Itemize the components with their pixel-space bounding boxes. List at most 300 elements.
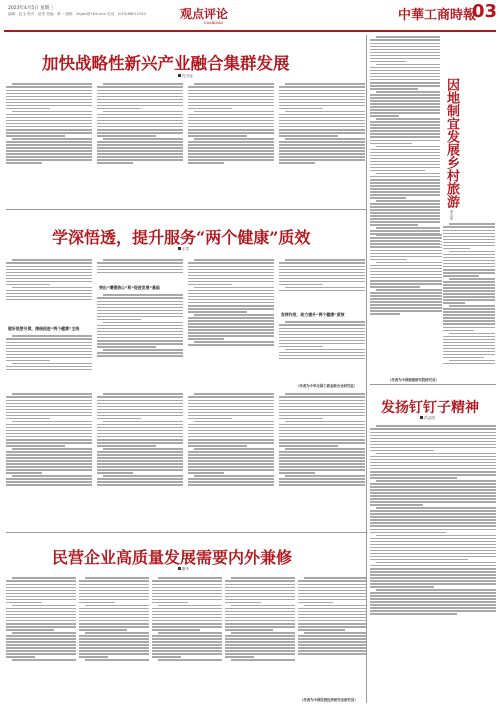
text-line <box>97 126 183 128</box>
text-line <box>225 653 295 655</box>
text-line <box>79 623 149 625</box>
text-line <box>370 133 440 135</box>
text-line <box>97 325 183 327</box>
article-body-column <box>370 424 496 704</box>
text-line <box>79 650 149 652</box>
text-line <box>188 445 247 447</box>
text-line <box>443 327 495 329</box>
text-line <box>370 97 440 99</box>
text-line <box>370 155 440 157</box>
text-line <box>97 147 183 149</box>
text-line <box>298 647 366 649</box>
text-line <box>443 226 495 228</box>
text-line <box>6 102 92 104</box>
editor-info: 编辑：赵玉 校对：赵青 美编：黄一 邮箱：zhgsb@163.com 电话：(010)88011234 <box>8 12 146 16</box>
text-line <box>97 266 183 268</box>
text-line <box>443 242 495 244</box>
text-line <box>376 262 442 264</box>
text-line <box>279 343 365 345</box>
text-line <box>79 590 149 592</box>
text-line <box>6 445 65 447</box>
text-line <box>285 448 365 450</box>
text-line <box>188 335 274 337</box>
text-line <box>370 474 496 476</box>
text-line <box>6 439 92 441</box>
text-line <box>285 475 365 477</box>
text-line <box>188 326 274 328</box>
article-body-column <box>279 392 365 530</box>
text-line <box>225 644 295 646</box>
text-line <box>370 495 496 497</box>
text-line <box>6 635 76 637</box>
text-line <box>188 469 274 471</box>
text-line <box>97 334 183 336</box>
text-line <box>97 433 183 435</box>
text-line <box>370 136 440 138</box>
text-line <box>188 308 274 310</box>
text-line <box>6 108 50 110</box>
text-line <box>85 577 149 579</box>
text-line <box>376 425 496 427</box>
text-line <box>6 436 92 438</box>
byline-marker-icon <box>178 567 181 570</box>
text-line <box>188 463 274 465</box>
text-line <box>443 284 495 286</box>
text-line <box>370 304 442 306</box>
text-line <box>370 428 496 430</box>
text-line <box>298 593 366 595</box>
text-line <box>225 614 295 616</box>
text-line <box>6 266 92 268</box>
text-line <box>97 297 183 299</box>
text-line <box>279 162 315 164</box>
text-line <box>370 538 496 540</box>
text-line <box>6 141 92 143</box>
text-line <box>188 460 274 462</box>
text-line <box>298 653 366 655</box>
text-line <box>370 595 496 597</box>
article-headline-nail-spirit: 发扬钉钉子精神 <box>381 400 479 416</box>
text-line <box>103 349 183 351</box>
text-line <box>6 412 92 414</box>
text-line <box>279 135 338 137</box>
article-byline-rural-tourism: 李文华 <box>449 210 453 221</box>
text-line <box>443 287 495 289</box>
text-line <box>443 236 495 238</box>
text-line <box>79 608 149 610</box>
text-line <box>194 259 274 261</box>
text-line <box>97 451 183 453</box>
text-line <box>370 176 440 178</box>
text-line <box>370 462 496 464</box>
text-line <box>79 584 149 586</box>
text-line <box>152 656 181 658</box>
text-line <box>6 457 92 459</box>
text-line <box>370 274 442 276</box>
text-line <box>370 525 496 527</box>
text-line <box>370 574 496 576</box>
text-line <box>443 348 495 350</box>
text-line <box>6 611 76 613</box>
text-line <box>376 453 496 455</box>
text-line <box>97 430 183 432</box>
text-line <box>97 150 183 152</box>
text-line <box>6 269 92 271</box>
text-line <box>376 562 496 564</box>
text-line <box>443 260 495 262</box>
text-line <box>279 355 365 357</box>
text-line <box>370 244 442 246</box>
text-line <box>370 468 496 470</box>
text-line <box>6 442 92 444</box>
article-body-column <box>6 82 92 206</box>
text-line <box>225 608 295 610</box>
text-line <box>6 430 92 432</box>
text-line <box>6 478 92 480</box>
text-line <box>6 463 92 465</box>
text-line <box>279 427 365 429</box>
text-line <box>6 150 92 152</box>
text-line <box>6 400 92 402</box>
text-line <box>6 403 92 405</box>
column-divider <box>366 35 367 703</box>
text-line <box>103 421 183 423</box>
text-line <box>279 114 365 116</box>
text-line <box>97 340 183 342</box>
text-line <box>370 601 496 603</box>
text-line <box>370 607 496 609</box>
text-line <box>188 454 274 456</box>
article-byline-private-enterprise <box>178 567 189 572</box>
text-line <box>370 194 440 196</box>
text-line <box>279 281 365 283</box>
article-body-column <box>188 82 274 206</box>
text-line <box>225 626 295 628</box>
text-line <box>370 49 440 51</box>
text-line <box>279 126 365 128</box>
text-line <box>6 153 92 155</box>
text-line <box>370 477 457 479</box>
text-line <box>370 218 440 220</box>
text-line <box>188 329 274 331</box>
text-line <box>443 266 495 268</box>
text-line <box>97 86 183 88</box>
text-line <box>152 650 222 652</box>
text-line <box>370 100 440 102</box>
text-line <box>194 83 274 85</box>
text-line <box>97 463 183 465</box>
text-line <box>443 272 495 274</box>
text-line <box>370 250 442 252</box>
text-line <box>79 587 149 589</box>
text-line <box>6 354 92 356</box>
text-line <box>370 167 440 169</box>
text-line <box>79 638 149 640</box>
text-line <box>97 415 183 417</box>
text-line <box>370 550 496 552</box>
article-body-column <box>225 576 295 704</box>
text-line <box>370 67 440 69</box>
text-line <box>152 590 222 592</box>
text-line <box>12 138 92 140</box>
text-line <box>97 396 183 398</box>
text-line <box>188 344 274 346</box>
text-line <box>370 286 420 288</box>
text-line <box>370 277 442 279</box>
text-line <box>6 427 92 429</box>
text-line <box>443 275 479 277</box>
byline-marker-icon <box>178 247 181 250</box>
text-line <box>298 602 333 604</box>
text-line <box>443 320 495 322</box>
text-line <box>97 301 183 303</box>
text-line <box>79 617 149 619</box>
text-line <box>370 519 496 521</box>
text-line <box>194 287 274 289</box>
text-line <box>12 335 92 337</box>
text-line <box>370 459 496 461</box>
text-line <box>79 656 108 658</box>
article-body-column <box>79 576 149 704</box>
text-line <box>370 465 496 467</box>
text-line <box>370 55 440 57</box>
text-line <box>6 587 76 589</box>
text-line <box>370 571 496 573</box>
text-line <box>370 170 425 172</box>
text-line <box>79 596 149 598</box>
text-line <box>279 284 323 286</box>
article-byline-industry <box>178 74 193 79</box>
text-line <box>97 436 183 438</box>
text-line <box>6 469 92 471</box>
text-line <box>6 162 42 164</box>
text-line <box>279 278 365 280</box>
text-line <box>443 248 470 250</box>
text-line <box>225 611 295 613</box>
text-line <box>152 599 222 601</box>
text-line <box>279 93 365 95</box>
text-line <box>279 433 365 435</box>
text-line <box>188 126 274 128</box>
text-line <box>97 159 183 161</box>
text-line <box>152 617 222 619</box>
text-line <box>370 247 442 249</box>
text-line <box>279 262 365 264</box>
text-line <box>97 132 183 134</box>
text-line <box>6 602 42 604</box>
text-line <box>279 469 365 471</box>
text-line <box>97 93 183 95</box>
text-line <box>370 450 434 452</box>
text-line <box>97 304 183 306</box>
text-line <box>370 610 496 612</box>
text-line <box>6 99 92 101</box>
text-line <box>279 406 365 408</box>
text-line <box>152 587 222 589</box>
text-line <box>370 61 406 63</box>
text-line <box>97 400 183 402</box>
text-line <box>376 118 440 120</box>
text-line <box>6 290 92 292</box>
text-line <box>370 158 440 160</box>
text-line <box>279 484 365 486</box>
text-line <box>370 253 442 255</box>
text-line <box>279 153 365 155</box>
text-line <box>6 629 54 631</box>
text-line <box>376 289 442 291</box>
text-line <box>152 644 222 646</box>
text-line <box>79 653 149 655</box>
text-line <box>370 310 442 312</box>
text-line <box>285 349 365 351</box>
text-line <box>6 647 76 649</box>
text-line <box>231 605 295 607</box>
text-line <box>6 409 92 411</box>
text-line <box>279 346 323 348</box>
text-line <box>12 111 92 113</box>
text-line <box>370 456 496 458</box>
text-line <box>188 320 274 322</box>
text-line <box>97 343 183 345</box>
text-line <box>279 337 365 339</box>
text-line <box>188 90 274 92</box>
text-line <box>279 99 365 101</box>
text-line <box>188 117 274 119</box>
text-line <box>225 641 295 643</box>
text-line <box>279 466 365 468</box>
text-line <box>79 629 127 631</box>
text-line <box>449 278 495 280</box>
text-line <box>6 466 92 468</box>
text-line <box>97 90 183 92</box>
text-line <box>370 301 442 303</box>
text-line <box>376 535 496 537</box>
text-line <box>79 644 149 646</box>
text-line <box>370 541 496 543</box>
text-line <box>6 147 92 149</box>
text-line <box>6 656 35 658</box>
text-line <box>97 442 183 444</box>
article-body-column <box>298 576 366 694</box>
text-line <box>97 469 183 471</box>
text-line <box>6 299 92 301</box>
text-line <box>279 463 365 465</box>
text-line <box>6 144 92 146</box>
text-line <box>97 105 183 107</box>
text-line <box>443 308 495 310</box>
text-line <box>370 486 496 488</box>
text-line <box>370 191 440 193</box>
text-line <box>370 577 496 579</box>
text-line <box>370 203 440 205</box>
text-line <box>298 638 366 640</box>
article-body-column <box>6 258 92 322</box>
text-line <box>279 129 365 131</box>
text-line <box>152 608 222 610</box>
text-line <box>188 317 274 319</box>
text-line <box>97 406 183 408</box>
text-line <box>188 144 274 146</box>
text-line <box>370 39 440 41</box>
text-line <box>443 254 495 256</box>
text-line <box>188 439 274 441</box>
issue-date: 2023年4月5日 星期三 <box>8 6 54 11</box>
text-line <box>6 96 92 98</box>
article-body-column <box>188 392 274 530</box>
text-line <box>370 556 496 558</box>
text-line <box>376 480 496 482</box>
text-line <box>370 298 442 300</box>
text-line <box>225 638 295 640</box>
article-body-column <box>97 82 183 206</box>
text-line <box>370 447 496 449</box>
article-headline-industry: 加快战略性新兴产业融合集群发展 <box>42 54 290 73</box>
text-line <box>6 123 92 125</box>
text-line <box>279 424 365 426</box>
text-line <box>6 451 92 453</box>
text-line <box>152 580 222 582</box>
text-line <box>97 262 183 264</box>
text-line <box>370 583 496 585</box>
text-line <box>97 319 141 321</box>
text-line <box>79 602 115 604</box>
text-line <box>79 626 149 628</box>
text-line <box>103 393 183 395</box>
text-line <box>188 433 274 435</box>
text-line <box>370 179 440 181</box>
text-line <box>12 421 92 423</box>
text-line <box>443 311 495 313</box>
text-line <box>370 241 442 243</box>
text-line <box>97 418 141 420</box>
text-line <box>443 281 495 283</box>
article-body-column <box>152 576 222 704</box>
text-line <box>370 221 440 223</box>
text-line <box>370 444 496 446</box>
text-line <box>6 126 92 128</box>
text-line <box>370 489 496 491</box>
text-line <box>6 614 76 616</box>
text-line <box>370 586 434 588</box>
text-line <box>279 430 365 432</box>
text-line <box>97 156 183 158</box>
text-line <box>79 593 149 595</box>
article-body-column <box>6 576 76 704</box>
text-line <box>370 115 399 117</box>
text-line <box>6 272 92 274</box>
text-line <box>370 76 440 78</box>
text-line <box>188 272 274 274</box>
text-line <box>279 439 365 441</box>
text-line <box>188 293 274 295</box>
text-line <box>279 478 365 480</box>
text-line <box>97 307 183 309</box>
text-line <box>231 577 295 579</box>
text-line <box>370 471 496 473</box>
text-line <box>97 331 183 333</box>
text-line <box>188 135 247 137</box>
text-line <box>188 96 274 98</box>
text-line <box>370 544 496 546</box>
text-line <box>370 237 442 239</box>
text-line <box>279 472 315 474</box>
text-line <box>376 64 440 66</box>
article-footnote-rural-tourism: （作者为中国旅游研究院研究员） <box>388 378 439 382</box>
section-title: 观点评论 <box>180 7 229 21</box>
text-line <box>285 287 365 289</box>
text-line <box>298 587 366 589</box>
text-line <box>285 138 365 140</box>
